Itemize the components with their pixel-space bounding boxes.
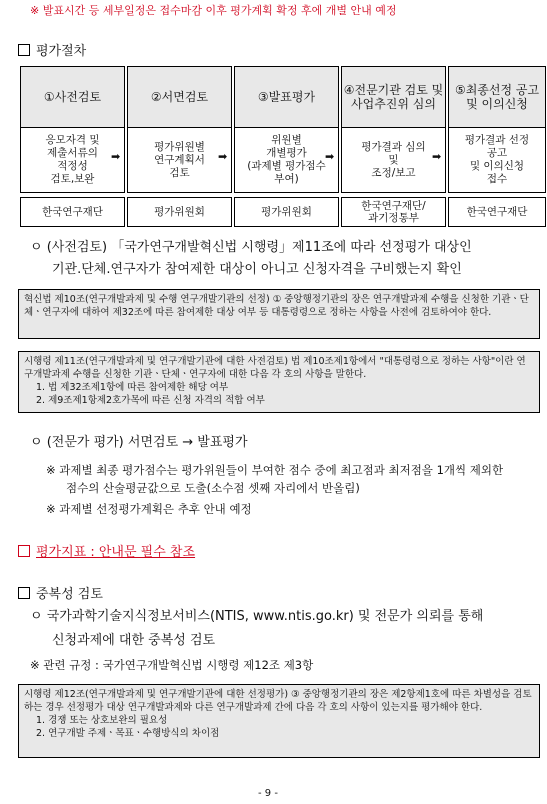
flow-step-5 xyxy=(448,66,546,227)
flow-step-body: 응모자격 및 제출서류의 적정성 검토,보완 xyxy=(20,128,125,193)
flow-step-body: 평가위원별 연구계획서 검토 xyxy=(127,128,232,193)
note-score-calculation-line-1: ※ 과제별 최종 평가점수는 평가위원들이 부여한 점수 중에 최고점과 최저점을 1개씩 제외한 xyxy=(46,463,504,477)
bullet-expert-evaluation: ㅇ (전문가 평가) 서면검토 → 발표평가 xyxy=(30,435,248,450)
section-title: 평가절차 xyxy=(36,44,87,59)
legal-reference-item: 1. 법 제32조제1항에 따른 참여제한 해당 여부 xyxy=(36,382,229,393)
flow-step-owner: 한국연구재단 xyxy=(448,197,546,227)
section-heading-evaluation-index xyxy=(18,541,195,560)
flow-step-body: 평가결과 심의 및 조정/보고 xyxy=(341,128,446,193)
section-title: 중복성 검토 xyxy=(36,587,103,602)
legal-reference-item: 2. 제9조제1항제2호가목에 따른 신청 자격의 적합 여부 xyxy=(36,395,265,406)
arrow-right-icon: ➡ xyxy=(218,150,228,163)
section-heading-evaluation-procedure xyxy=(18,40,86,59)
flow-step-body: 위원별 개별평가 (과제별 평가점수 부여) xyxy=(234,128,339,193)
legal-reference-box xyxy=(18,684,540,758)
arrow-right-icon: ➡ xyxy=(432,150,442,163)
legal-reference-item: 2. 연구개발 주제ㆍ목표ㆍ수행방식의 차이점 xyxy=(36,728,220,739)
square-bullet-icon xyxy=(18,44,30,56)
legal-reference-text: 시행령 제12조(연구개발과제 및 연구개발기관에 대한 선정평가) ③ 중앙행정기관의 장은 제2항제1호에 따른 차별성을 검토하는 경우 선정평가 대상 연구개발과제와 다른 연구개발과제 간에 다음 각 호의 사항이 있는지를 평가해야 한다. xyxy=(24,689,532,713)
flow-step-4 xyxy=(341,66,446,227)
flow-step-owner: 한국연구재단 xyxy=(20,197,125,227)
flow-step-head: ③발표평가 xyxy=(234,66,339,128)
flow-step-owner: 평가위원회 xyxy=(127,197,232,227)
arrow-right-icon: ➡ xyxy=(325,150,335,163)
note-related-regulation: ※ 관련 규정 : 국가연구개발혁신법 시행령 제12조 제3항 xyxy=(30,658,314,672)
flow-step-owner: 한국연구재단/ 과기정통부 xyxy=(341,197,446,227)
flow-step-head: ⑤최종선정 공고 및 이의신청 xyxy=(448,66,546,128)
note-score-calculation-line-2: 점수의 산술평균값으로 도출(소수점 셋째 자리에서 반올림) xyxy=(66,481,360,495)
section-heading-duplication-review xyxy=(18,583,103,602)
legal-reference-text: 시행령 제11조(연구개발과제 및 연구개발기관에 대한 사전검토) 법 제10조제1항에서 "대통령령으로 정하는 사항"이란 연구개발과제 수행을 신청한 기관ㆍ단체ㆍ연구자에 대한 다음 각 호의 사항을 말한다. xyxy=(24,356,526,380)
flow-step-owner: 평가위원회 xyxy=(234,197,339,227)
bullet-pre-review-line-2: 기관.단체.연구자가 참여제한 대상이 아니고 신청자격을 구비했는지 확인 xyxy=(52,262,462,277)
top-note: ※ 발표시간 등 세부일정은 접수마감 이후 평가계획 확정 후에 개별 안내 예정 xyxy=(30,4,397,17)
arrow-right-icon: ➡ xyxy=(111,150,121,163)
flow-step-head: ④전문기관 검토 및 사업추진위 심의 xyxy=(341,66,446,128)
flow-step-body: 평가결과 선정 공고 및 이의신청 접수 xyxy=(448,128,546,193)
square-bullet-icon xyxy=(18,587,30,599)
bullet-ntis-line-1: ㅇ 국가과학기술지식정보서비스(NTIS, www.ntis.go.kr) 및 전문가 의뢰를 통해 xyxy=(30,609,484,624)
note-evaluation-plan: ※ 과제별 선정평가계획은 추후 안내 예정 xyxy=(46,502,252,516)
square-bullet-icon xyxy=(18,545,30,557)
flow-step-2 xyxy=(127,66,232,227)
bullet-pre-review-line-1: ㅇ (사전검토) 「국가연구개발혁신법 시행령」제11조에 따라 선정평가 대상인 xyxy=(30,240,472,255)
legal-reference-item: 1. 경쟁 또는 상호보완의 필요성 xyxy=(36,715,168,726)
legal-reference-box xyxy=(18,289,540,339)
page-number: - 9 - xyxy=(258,788,278,799)
flow-step-head: ②서면검토 xyxy=(127,66,232,128)
bullet-ntis-line-2: 신청과제에 대한 중복성 검토 xyxy=(52,633,216,648)
section-title: 평가지표 : 안내문 필수 참조 xyxy=(36,545,196,560)
flow-step-3 xyxy=(234,66,339,227)
flow-step-1 xyxy=(20,66,125,227)
flow-step-head: ①사전검토 xyxy=(20,66,125,128)
legal-reference-box xyxy=(18,351,540,413)
legal-reference-text: 혁신법 제10조(연구개발과제 및 수행 연구개발기관의 선정) ① 중앙행정기관의 장은 연구개발과제 수행을 신청한 기관ㆍ단체ㆍ연구자에 대하여 제32조에 따른 참여제한 대상 여부 등 대통령령으로 정하는 사항을 사전에 검토하여야 한다. xyxy=(24,294,529,318)
